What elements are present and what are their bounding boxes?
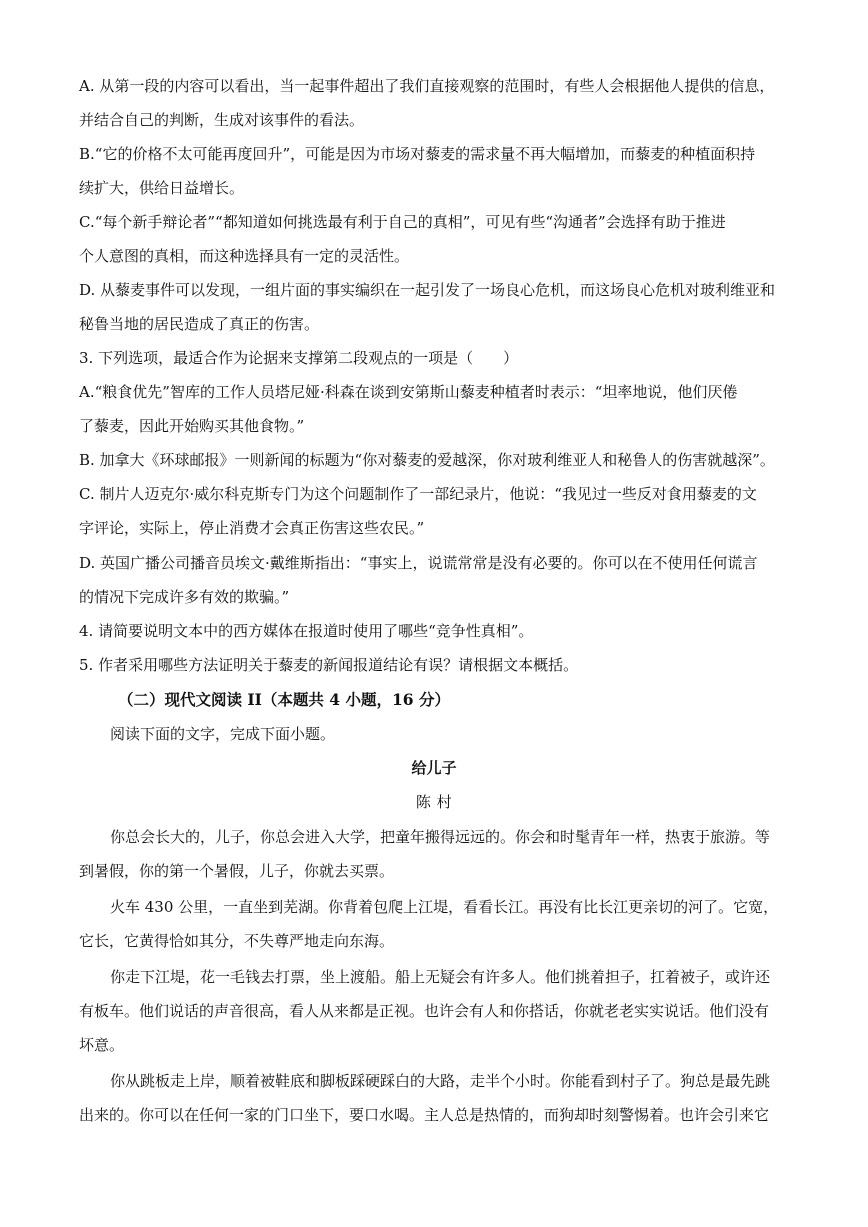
q3-option-c-line-2: 字评论，实际上，停止消费才会真正伤害这些农民。” — [79, 519, 425, 537]
article-title: 给儿子 — [411, 759, 457, 777]
article-paragraph-line: 火车 430 公里，一直坐到芜湖。你背着包爬上江堤，看看长江。再没有比长江更亲切的河了。它宽， — [110, 898, 779, 916]
article-paragraph-line: 你走下江堤，花一毛钱去打票，坐上渡船。船上无疑会有许多人。他们挑着担子，扛着被子，或许还 — [110, 968, 771, 986]
option-c-line-1: C.“每个新手辩论者”“都知道如何挑选最有利于自己的真相”，可见有些“沟通者”会选择有助于推进 — [79, 213, 726, 231]
article-paragraph-line: 它长，它黄得恰如其分，不失尊严地走向东海。 — [79, 932, 395, 950]
q3-option-d-line-2: 的情况下完成许多有效的欺骗。” — [79, 588, 290, 606]
q3-option-b: B. 加拿大《环球邮报》一则新闻的标题为“你对藜麦的爱越深，你对玻利维亚人和秘鲁人的伤害就越深”。 — [79, 451, 775, 469]
article-paragraph-line: 出来的。你可以在任何一家的门口坐下，要口水喝。主人总是热情的，而狗却时刻警惕着。也许会引来它 — [79, 1106, 770, 1124]
article-paragraph-line: 有板车。他们说话的声音很高，看人从来都是正视。也许会有人和你搭话，你就老老实实说话。他们没有 — [79, 1002, 770, 1020]
option-a-line-2: 并结合自己的判断，生成对该事件的看法。 — [79, 111, 365, 129]
section-instruction: 阅读下面的文字，完成下面小题。 — [110, 725, 336, 743]
q3-option-c-line-1: C. 制片人迈克尔·威尔科克斯专门为这个问题制作了一部纪录片，他说：“我见过一些反对食用藜麦的文 — [79, 485, 757, 503]
option-b-line-2: 续扩大，供给日益增长。 — [79, 179, 245, 197]
q3-option-d-line-1: D. 英国广播公司播音员埃文·戴维斯指出：“事实上，说谎常常是没有必要的。你可以在不使用任何谎言 — [79, 554, 758, 572]
article-paragraph-line: 你从跳板走上岸，顺着被鞋底和脚板踩硬踩白的大路，走半个小时。你能看到村子了。狗总是最先跳 — [110, 1072, 771, 1090]
article-author: 陈 村 — [415, 793, 453, 811]
option-d-line-2: 秘鲁当地的居民造成了真正的伤害。 — [79, 315, 320, 333]
question-4: 4. 请简要说明文本中的西方媒体在报道时使用了哪些“竞争性真相”。 — [79, 622, 534, 640]
option-d-line-1: D. 从藜麦事件可以发现，一组片面的事实编织在一起引发了一场良心危机，而这场良心危机对玻利维亚和 — [79, 281, 776, 299]
question-5: 5. 作者采用哪些方法证明关于藜麦的新闻报道结论有误？请根据文本概括。 — [79, 656, 579, 674]
article-paragraph-line: 你总会长大的，儿子，你总会进入大学，把童年搬得远远的。你会和时髦青年一样，热衷于旅游。等 — [110, 828, 771, 846]
question-3: 3. 下列选项，最适合作为论据来支撑第二段观点的一项是（ ） — [79, 349, 519, 367]
article-paragraph-line: 到暑假，你的第一个暑假，儿子，你就去买票。 — [79, 862, 395, 880]
option-c-line-2: 个人意图的真相，而这种选择具有一定的灵活性。 — [79, 247, 410, 265]
option-b-line-1: B.“它的价格不太可能再度回升”，可能是因为市场对藜麦的需求量不再大幅增加，而藜麦的种植面积持 — [79, 145, 756, 163]
section-heading: （二）现代文阅读 II（本题共 4 小题，16 分） — [118, 690, 450, 709]
article-paragraph-line: 坏意。 — [79, 1036, 125, 1054]
option-a-line-1: A. 从第一段的内容可以看出，当一起事件超出了我们直接观察的范围时，有些人会根据他人提供的信息， — [79, 77, 775, 95]
q3-option-a-line-1: A.“粮食优先”智库的工作人员塔尼娅·科森在谈到安第斯山藜麦种植者时表示：“坦率地说，他们厌倦 — [79, 383, 738, 401]
q3-option-a-line-2: 了藜麦，因此开始购买其他食物。” — [79, 417, 305, 435]
